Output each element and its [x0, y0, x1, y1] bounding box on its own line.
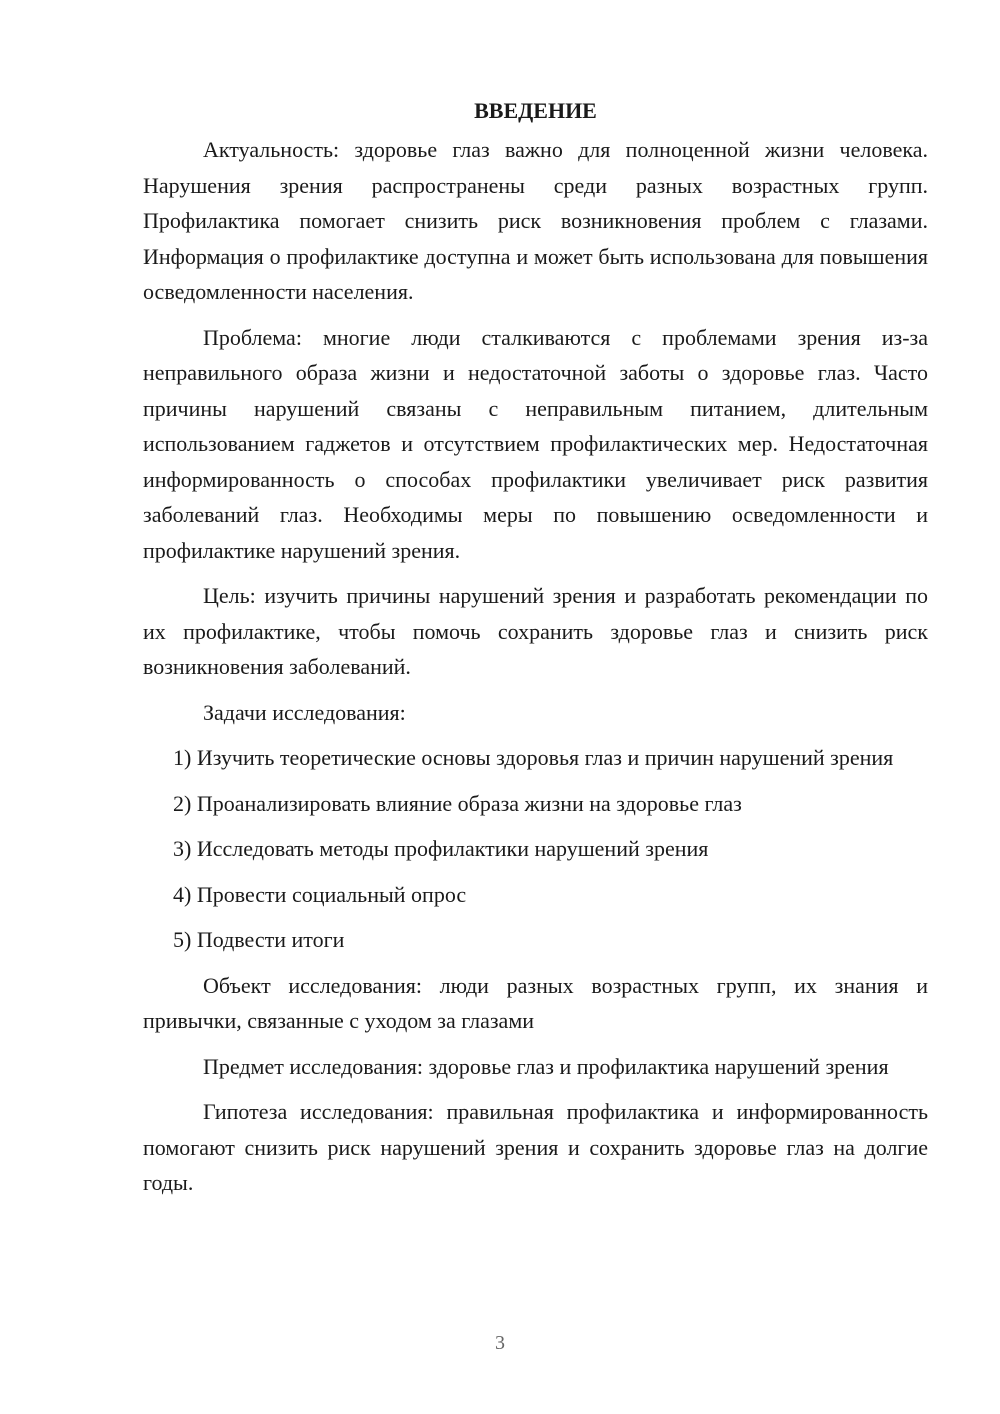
paragraph-goal: Цель: изучить причины нарушений зрения и разработать рекомендации по их профилактике, чтобы помочь сохранить здоровье глаз и снизить риск возникновения заболеваний.	[143, 583, 928, 679]
tasks-heading: Задачи исследования:	[203, 699, 406, 725]
list-item: 3) Исследовать методы профилактики нарушений зрения	[173, 836, 709, 861]
paragraph-subject: Предмет исследования: здоровье глаз и профилактика нарушений зрения	[203, 1053, 889, 1079]
paragraph-problem: Проблема: многие люди сталкиваются с проблемами зрения из-за неправильного образа жизни и недостаточной заботы о здоровье глаз. Часто причины нарушений связаны с неправильным питанием, длительным использованием гаджетов и отсутствием профилактических мер. Недостаточная информированность о способах профилактики увеличивает риск развития заболеваний глаз. Необходимы меры по повышению осведомленности и профилактике нарушений зрения.	[143, 324, 928, 563]
list-item: 1) Изучить теоретические основы здоровья глаз и причин нарушений зрения	[173, 745, 894, 770]
list-item: 2) Проанализировать влияние образа жизни на здоровье глаз	[173, 790, 742, 816]
document-page	[143, 96, 928, 1211]
paragraph-hypothesis: Гипотеза исследования: правильная профилактика и информированность помогают снизить риск нарушений зрения и сохранить здоровье глаз на долгие годы.	[143, 1099, 928, 1195]
paragraph-object: Объект исследования: люди разных возрастных групп, их знания и привычки, связанные с уходом за глазами	[143, 972, 928, 1033]
page-number: 3	[495, 1332, 505, 1354]
list-item: 5) Подвести итоги	[173, 927, 345, 952]
page-title: ВВЕДЕНИЕ	[474, 98, 597, 123]
paragraph-relevance: Актуальность: здоровье глаз важно для полноценной жизни человека. Нарушения зрения распространены среди разных возрастных групп. Профилактика помогает снизить риск возникновения проблем с глазами. Информация о профилактике доступна и может быть использована для повышения осведомленности населения.	[143, 137, 928, 304]
list-item: 4) Провести социальный опрос	[173, 881, 467, 907]
tasks-list	[143, 740, 928, 958]
